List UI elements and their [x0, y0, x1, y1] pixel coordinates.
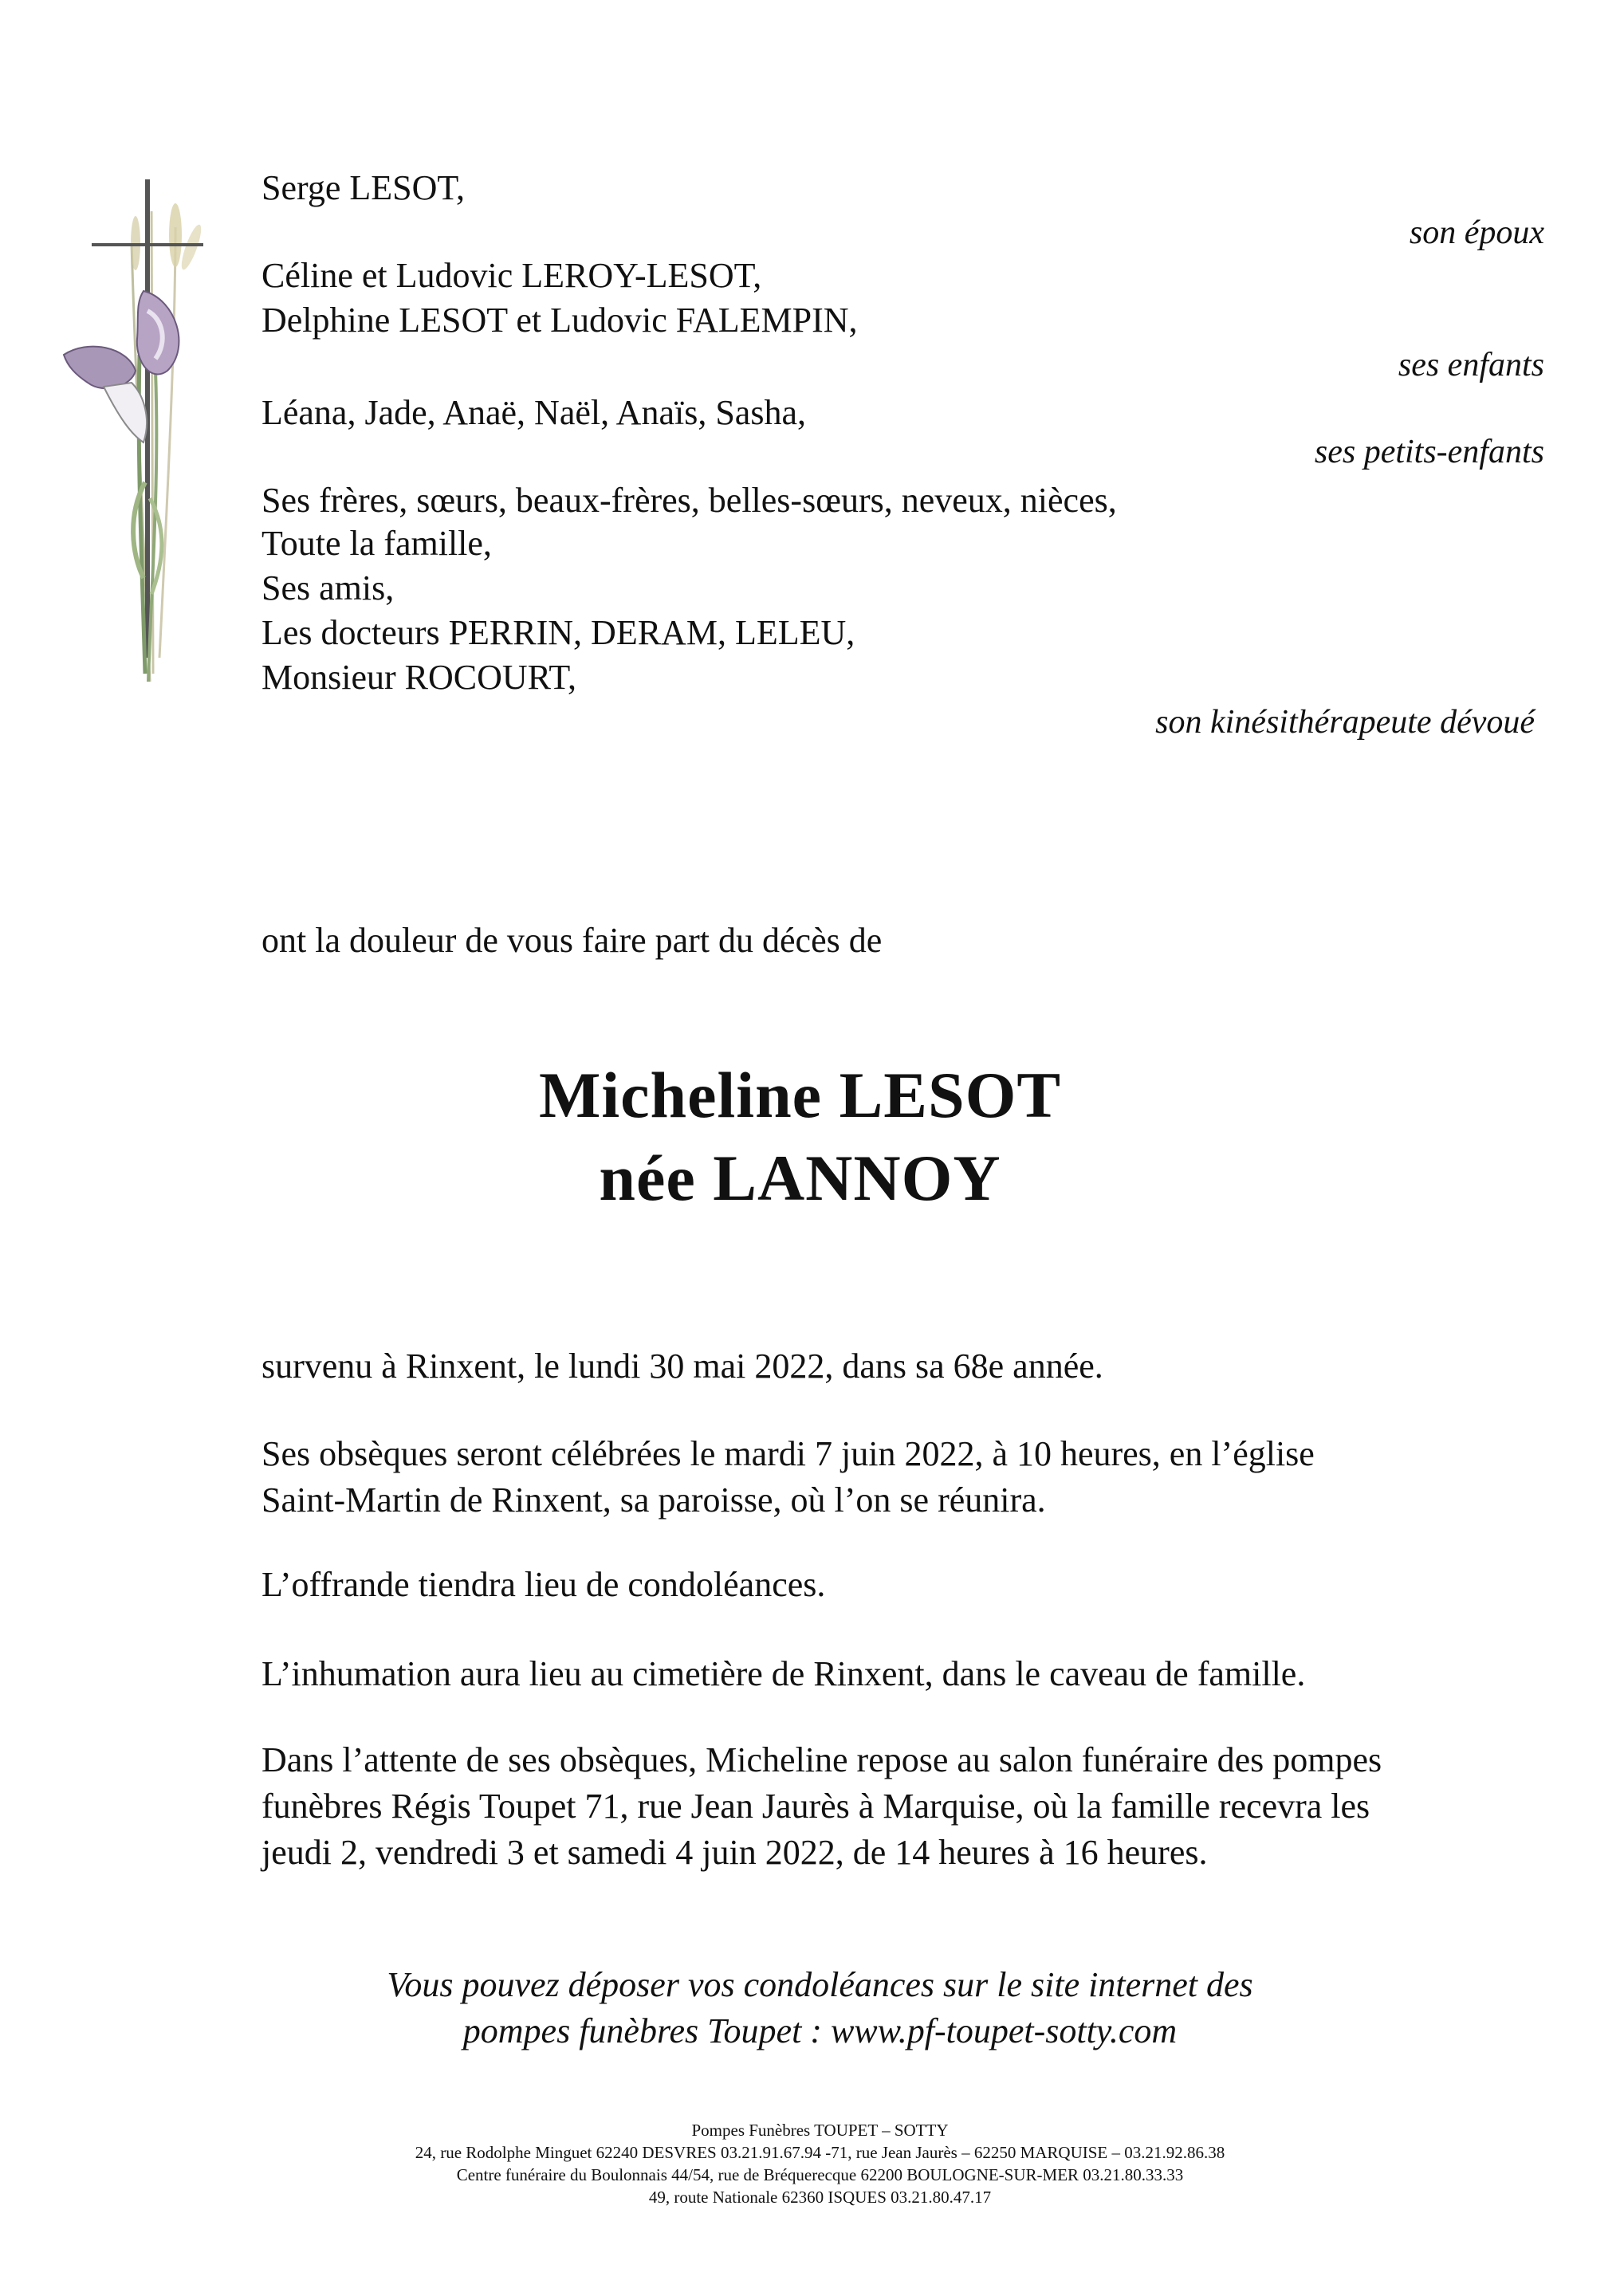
grandchildren-names: Léana, Jade, Anaë, Naël, Anaïs, Sasha,	[261, 393, 806, 432]
wake-line-3: jeudi 2, vendredi 3 et samedi 4 juin 2022, de 14 heures à 16 heures.	[261, 1833, 1208, 1872]
announcement-intro: ont la douleur de vous faire part du décès de	[261, 921, 883, 960]
wake-line-1: Dans l’attente de ses obsèques, Micheline repose au salon funéraire des pompes	[261, 1740, 1382, 1779]
deceased-name: Micheline LESOT	[538, 1059, 1062, 1131]
friends-line: Ses amis,	[261, 568, 395, 607]
funeral-line-2: Saint-Martin de Rinxent, sa paroisse, où l’on se réunira.	[261, 1480, 1046, 1520]
children-line-2: Delphine LESOT et Ludovic FALEMPIN,	[261, 301, 858, 340]
death-details: survenu à Rinxent, le lundi 30 mai 2022, dans sa 68e année.	[261, 1347, 1103, 1386]
spouse-role: son époux	[1409, 214, 1544, 251]
footer-addresses-2: Centre funéraire du Boulonnais 44/54, rue de Bréquerecque 62200 BOULOGNE-SUR-MER 03.21.80.33.33	[456, 2165, 1184, 2184]
condolences-line-2: pompes funèbres Toupet : www.pf-toupet-sotty.com	[462, 2011, 1178, 2050]
doctors-line: Les docteurs PERRIN, DERAM, LELEU,	[261, 613, 855, 652]
children-role: ses enfants	[1398, 347, 1544, 383]
funeral-line-1: Ses obsèques seront célébrées le mardi 7 juin 2022, à 10 heures, en l’église	[261, 1434, 1315, 1473]
physio-role: son kinésithérapeute dévoué	[1155, 704, 1535, 741]
whole-family-line: Toute la famille,	[261, 524, 492, 563]
footer	[8, 2119, 1624, 2208]
deceased-maiden-name: née LANNOY	[599, 1142, 1001, 1214]
burial-line: L’inhumation aura lieu au cimetière de Rinxent, dans le caveau de famille.	[261, 1654, 1306, 1693]
condolences-line-1: Vous pouvez déposer vos condoléances sur le site internet des	[387, 1965, 1253, 2004]
wake-line-2: funèbres Régis Toupet 71, rue Jean Jaurès à Marquise, où la famille recevra les	[261, 1787, 1370, 1826]
footer-addresses-1: 24, rue Rodolphe Minguet 62240 DESVRES 03.21.91.67.94 -71, rue Jean Jaurès – 62250 MARQUISE – 03.21.92.86.38	[415, 2143, 1225, 2162]
children-line-1: Céline et Ludovic LEROY-LESOT,	[261, 256, 762, 295]
spouse-name: Serge LESOT,	[261, 168, 465, 207]
physio-line: Monsieur ROCOURT,	[261, 658, 576, 697]
footer-addresses-3: 49, route Nationale 62360 ISQUES 03.21.80.47.17	[648, 2188, 992, 2207]
offering-line: L’offrande tiendra lieu de condoléances.	[261, 1565, 826, 1604]
grandchildren-role: ses petits-enfants	[1314, 434, 1544, 470]
cross-lily-icon	[56, 179, 239, 690]
siblings-line: Ses frères, sœurs, beaux-frères, belles-sœurs, neveux, nièces,	[261, 481, 1117, 520]
footer-company: Pompes Funèbres TOUPET – SOTTY	[691, 2121, 949, 2140]
